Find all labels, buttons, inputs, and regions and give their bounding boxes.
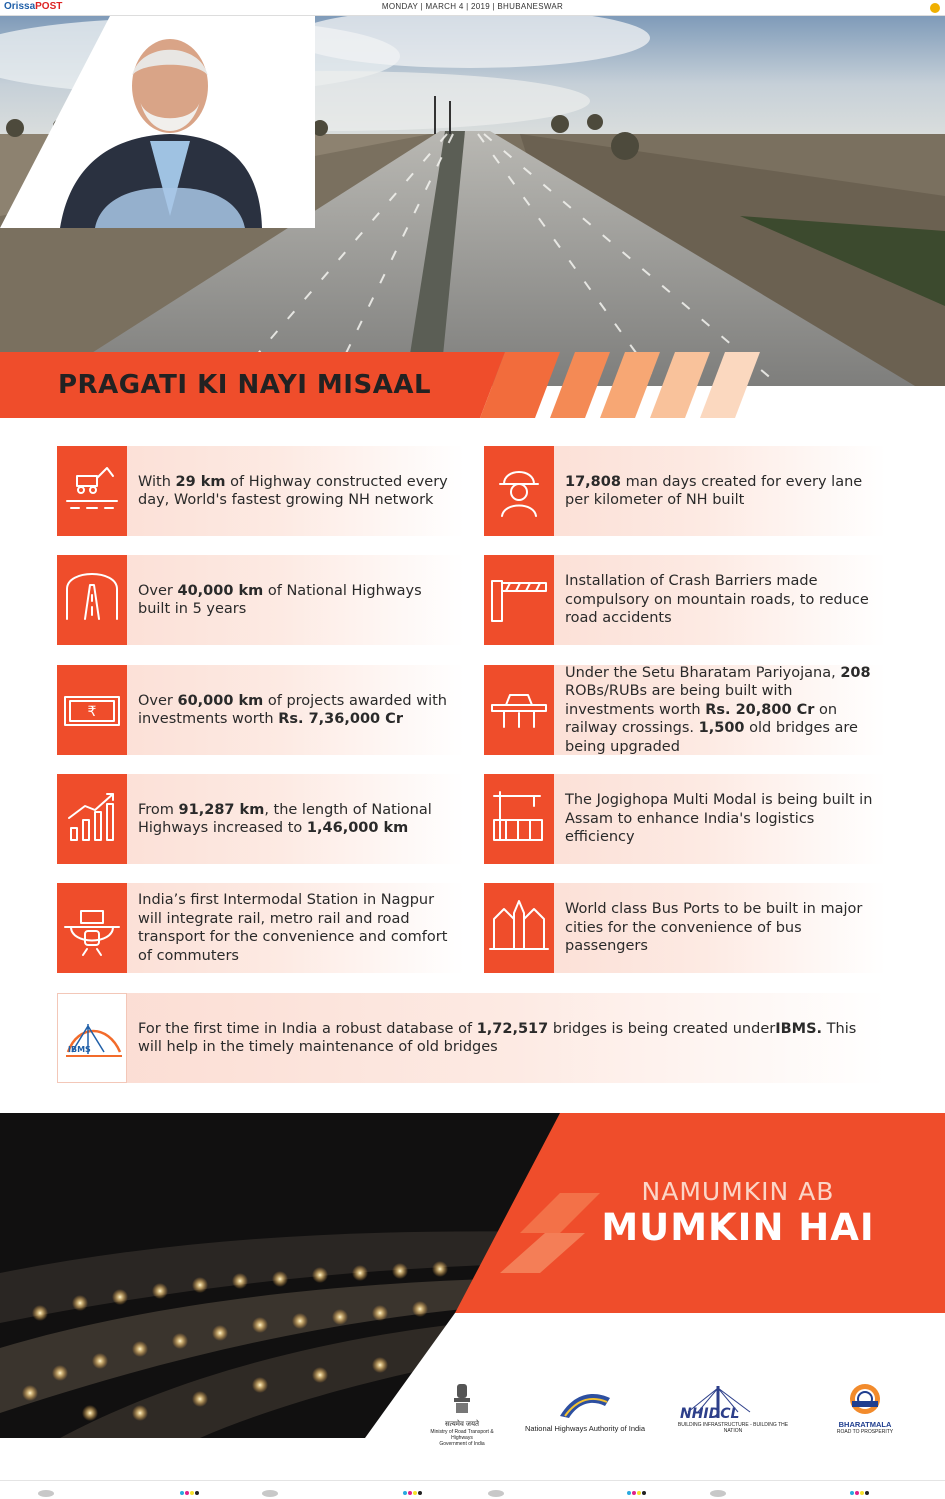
nhai-logo: National Highways Authority of India [520, 1386, 650, 1433]
traffic-light-glow [312, 1367, 328, 1383]
traffic-light-glow [352, 1265, 368, 1281]
traffic-light-glow [132, 1341, 148, 1357]
fact-card [484, 665, 886, 755]
fact-text: For the first time in India a robust database of 1,72,517 bridges is being created underIBMS. This will help in the timely maintenance of old bridges [138, 1020, 857, 1055]
fact-text: Over 60,000 km of projects awarded with investments worth Rs. 7,36,000 Cr [138, 692, 447, 727]
traffic-light-glow [372, 1305, 388, 1321]
registration-mark [38, 1490, 54, 1497]
fact-card [57, 665, 464, 755]
traffic-light-glow [192, 1391, 208, 1407]
fact-text: 17,808 man days created for every lane per kilometer of NH built [565, 473, 863, 508]
fact-text: India’s first Intermodal Station in Nagpur will integrate rail, metro rail and road transport for the convenience and comfort of commuters [138, 892, 448, 964]
traffic-light-glow [292, 1313, 308, 1329]
svg-text:₹: ₹ [87, 704, 97, 720]
fact-card [57, 446, 464, 536]
traffic-light-glow [332, 1309, 348, 1325]
fact-card [484, 555, 886, 645]
traffic-light-glow [172, 1333, 188, 1349]
nhai-road-icon [555, 1386, 615, 1420]
traffic-light-glow [392, 1263, 408, 1279]
traffic-light-glow [132, 1405, 148, 1421]
bus-port-building-icon [484, 883, 554, 973]
bharatmala-logo: BHARATMALA ROAD TO PROSPERITY [820, 1382, 910, 1435]
print-footer [0, 1480, 945, 1499]
traffic-light-glow [312, 1267, 328, 1283]
traffic-light-glow [22, 1385, 38, 1401]
ibms-logo [57, 993, 127, 1083]
newspaper-brand: OrissaPOST [4, 1, 63, 12]
fact-card [57, 555, 464, 645]
highway-tunnel-icon [57, 555, 127, 645]
traffic-light-glow [212, 1325, 228, 1341]
traffic-light-glow [72, 1295, 88, 1311]
traffic-light-glow [232, 1273, 248, 1289]
growth-chart-icon [57, 774, 127, 864]
page-number-badge [930, 3, 940, 13]
registration-mark [488, 1490, 504, 1497]
crash-barrier-icon [484, 555, 554, 645]
traffic-light-glow [52, 1365, 68, 1381]
traffic-light-glow [82, 1405, 98, 1421]
ibms-fact-card [57, 993, 886, 1083]
color-bar [850, 1491, 870, 1495]
fact-card [484, 883, 886, 973]
fact-text: With 29 km of Highway constructed every day, World's fastest growing NH network [138, 473, 448, 508]
intermodal-station-icon [57, 883, 127, 973]
slogan-line-2: MUMKIN HAI [601, 1206, 875, 1249]
overbridge-icon [484, 665, 554, 755]
fact-card [484, 446, 886, 536]
traffic-light-glow [272, 1271, 288, 1287]
fact-card [57, 774, 464, 864]
bharatmala-wheel-icon [848, 1382, 882, 1416]
registration-mark [262, 1490, 278, 1497]
traffic-light-glow [412, 1301, 428, 1317]
slogan-line-1: NAMUMKIN AB [641, 1177, 835, 1206]
fact-card [57, 883, 464, 973]
traffic-light-glow [112, 1289, 128, 1305]
color-bar [627, 1491, 647, 1495]
fact-text: The Jogighopa Multi Modal is being built in Assam to enhance India's logistics efficiency [565, 792, 873, 846]
nhidcl-bridge-icon [678, 1384, 788, 1420]
crane-container-icon [484, 774, 554, 864]
traffic-light-glow [152, 1283, 168, 1299]
worker-helmet-icon [484, 446, 554, 536]
page-headline: PRAGATI KI NAYI MISAAL [58, 370, 432, 400]
fact-card [484, 774, 886, 864]
leader-portrait-panel [0, 16, 315, 228]
traffic-light-glow [92, 1353, 108, 1369]
excavator-road-icon [57, 446, 127, 536]
highway-hero-photo [0, 16, 945, 386]
emblem-icon [451, 1382, 473, 1416]
registration-mark [710, 1490, 726, 1497]
color-bar [180, 1491, 200, 1495]
traffic-light-glow [372, 1357, 388, 1373]
fact-text: From 91,287 km, the length of National Highways increased to 1,46,000 km [138, 801, 432, 836]
svg-text:IBMS: IBMS [68, 1045, 91, 1054]
traffic-light-glow [432, 1261, 448, 1277]
newspaper-masthead [0, 0, 945, 16]
fact-text: Over 40,000 km of National Highways built in 5 years [138, 582, 422, 617]
color-bar [403, 1491, 423, 1495]
rupee-note-icon [57, 665, 127, 755]
fact-text: Installation of Crash Barriers made compulsory on mountain roads, to reduce road accidents [565, 573, 869, 627]
traffic-light-glow [32, 1305, 48, 1321]
svg-text:NHIDCL: NHIDCL [680, 1406, 740, 1420]
traffic-light-glow [252, 1377, 268, 1393]
traffic-light-glow [192, 1277, 208, 1293]
fact-text: Under the Setu Bharatam Pariyojana, 208 ROBs/RUBs are being built with investments worth Rs. 20,800 Cr on railway crossings. 1,500 old bridges are being upgraded [565, 664, 871, 755]
fact-text: World class Bus Ports to be built in major cities for the convenience of bus passengers [565, 901, 863, 955]
traffic-light-glow [252, 1317, 268, 1333]
dateline: MONDAY | MARCH 4 | 2019 | BHUBANESWAR [381, 2, 564, 11]
nhidcl-logo: NHIDCL BUILDING INFRASTRUCTURE - BUILDING THE NATION [668, 1384, 798, 1434]
morth-logo: सत्यमेव जयते Ministry of Road Transport & Highways Government of India [422, 1382, 502, 1447]
agency-logos [400, 1378, 945, 1447]
